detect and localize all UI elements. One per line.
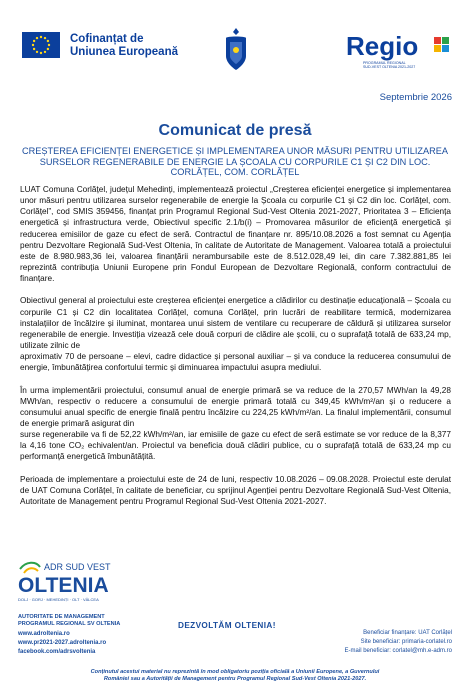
link-adroltenia[interactable]: www.adroltenia.ro (18, 631, 70, 637)
footer-slogan: DEZVOLTĂM OLTENIA! (178, 621, 276, 630)
paragraph-general-objective (20, 295, 451, 373)
paragraph-results-part1: În urma implementării proiectului, consumul anual de energie primară se va reduce de la 270,57 MWh/an la 49,28 MWh/an, respectiv o reducere a consumului de energie primară totală cu 349,45 kWh/m²/an și o reducere a consumului anual specific de energie finală pentru încălzire cu 224,25 kWh/m²/an. La finalul implementării, consumul de energie primară asigurat din (20, 385, 451, 428)
paragraph-results (20, 385, 451, 463)
adr-line-text: ADR SUD VEST (44, 562, 111, 572)
mgmt-line-2: PROGRAMUL REGIONAL SV OLTENIA (18, 621, 121, 627)
page-title: Comunicat de presă (158, 122, 312, 139)
regio-subtitle (363, 61, 453, 69)
mgmt-line-1: AUTORITATE DE MANAGEMENT (18, 614, 105, 620)
adr-sud-vest-oltenia-logo (18, 559, 148, 605)
management-authority (18, 614, 120, 628)
paragraph-implementation-period: Perioada de implementare a proiectului este de 24 de luni, respectiv 10.08.2026 – 09.08.2028. Proiectul este derulat de UAT Comuna Corlățel, în calitate de beneficiar, cu sprijinul Agenției pentru Dezvoltare Regională Sud-Vest Oltenia, Autoritate de Management pentru Programul Regional Sud-Vest Oltenia 2021-2027. (20, 474, 451, 506)
disclaimer-line-2: României sau a Autorității de Management pentru Programul Regional Sud-Vest Oltenia 2021-2027. (103, 676, 367, 683)
beneficiary-name: Beneficiar finanțare: UAT Corlățel (363, 630, 452, 636)
paragraph-general-objective-part1: Obiectivul general al proiectului este creșterea eficienței energetice a clădirilor cu destinație educațională – Școala cu corpurile C1 și C2 din localitatea Corlățel, comuna Corlățel, prin lucrări de reabilitare termică, modernizarea instalațiilor de încălzire și iluminat, montarea unui sistem de ventilare cu recuperare de căldură și utilizarea surselor regenerabile de energie. Investiția vizează cele două corpuri de clădire ale școlii, cu o suprafață totală de 633,24 mp, utilizate zilnic de (20, 296, 451, 351)
beneficiary-info (292, 629, 452, 656)
romanian-government-logo (222, 26, 250, 76)
oltenia-text: OLTENIA (18, 574, 109, 597)
beneficiary-email[interactable]: E-mail beneficiar: corlatel@mh.e-adm.ro (344, 648, 452, 654)
eu-line-1: Cofinanțat de (70, 33, 144, 45)
press-release-body (20, 184, 451, 518)
header (0, 26, 470, 78)
legal-disclaimer (20, 669, 450, 683)
eu-cofinancing-text (70, 33, 178, 59)
link-facebook[interactable]: facebook.com/adrsvoltenia (18, 649, 96, 656)
link-pr2021-2027[interactable]: www.pr2021-2027.adroltenia.ro (18, 640, 107, 647)
regio-logo-text: Regio (346, 31, 419, 61)
disclaimer-line-1: Conținutul acestui material nu reprezintă în mod obligatoriu poziția oficială a Uniunii Europene, a Guvernului (90, 669, 380, 675)
beneficiary-site[interactable]: Site beneficiar: primaria-corlatel.ro (360, 639, 452, 645)
eu-flag-icon (22, 32, 60, 58)
adr-counties-text: DOLJ · GORJ · MEHEDINȚI · OLT · VÂLCEA (18, 597, 99, 602)
paragraph-project-intro: LUAT Comuna Corlățel, județul Mehedinți, implementează proiectul „Creșterea eficienței energetice și implementarea unor măsuri pentru utilizarea surselor regenerabile de energie la Școala cu corpurile C1 și C2 din loc. Corlățel, com. Corlățel”, cod SMIS 359456, finanțat prin Programul Regional Sud-Vest Oltenia 2021-2027, Prioritatea 3 – Eficiența energetică și infrastructura verde, Obiectivul specific 2.1/b(i) – Promovarea măsurilor de eficiență energetică și reducerea emisiilor de gaze cu efect de seră. Contractul de finanțare nr. 895/10.08.2026 a fost semnat cu Agenția pentru Dezvoltare Regională Sud-Vest Oltenia, în calitate de Autoritate de Management. Valoarea totală a proiectului este de 8.980.983,36 lei, valoarea finanțării nerambursabile este de 8.512.028,49 lei, din care 7.382.881,85 lei reprezintă contribuția Uniunii Europene prin Fondul European de Dezvoltare Regională, conform contractului de finanțare. (20, 185, 451, 284)
regio-sub-line-1: PROGRAMUL REGIONAL (363, 61, 406, 65)
project-subtitle: CREȘTEREA EFICIENȚEI ENERGETICE ȘI IMPLEMENTAREA UNOR MĂSURI PENTRU UTILIZAREA SURSELOR REGENERABILE DE ENERGIE LA ȘCOALA CU CORPURILE C1 ȘI C2 DIN LOC. CORLĂȚEL, COM. CORLĂȚEL (21, 146, 449, 178)
regio-sub-line-2: SUD-VEST OLTENIA 2021-2027 (363, 65, 416, 69)
footer-links (18, 630, 106, 658)
press-release-date: Septembrie 2026 (379, 92, 452, 103)
paragraph-general-objective-part2: aproximativ 70 de persoane – elevi, cadre didactice și personal auxiliar – și va conduce la reducerea consumului de energie, îmbunătățirea confortului termic și diminuarea impactului asupra mediului. (20, 352, 451, 373)
paragraph-results-part2: surse regenerabile va fi de 52,22 kWh/m²/an, iar emisiile de gaze cu efect de seră estimate se vor reduce de la 8,377 la 4,16 tone CO₂ echivalent/an. Proiectul va beneficia două clădiri publice, cu o suprafață totală de 633,24 mp cu performanță energetică îmbunătățită. (20, 430, 451, 462)
eu-line-2: Uniunea Europeană (70, 46, 178, 58)
